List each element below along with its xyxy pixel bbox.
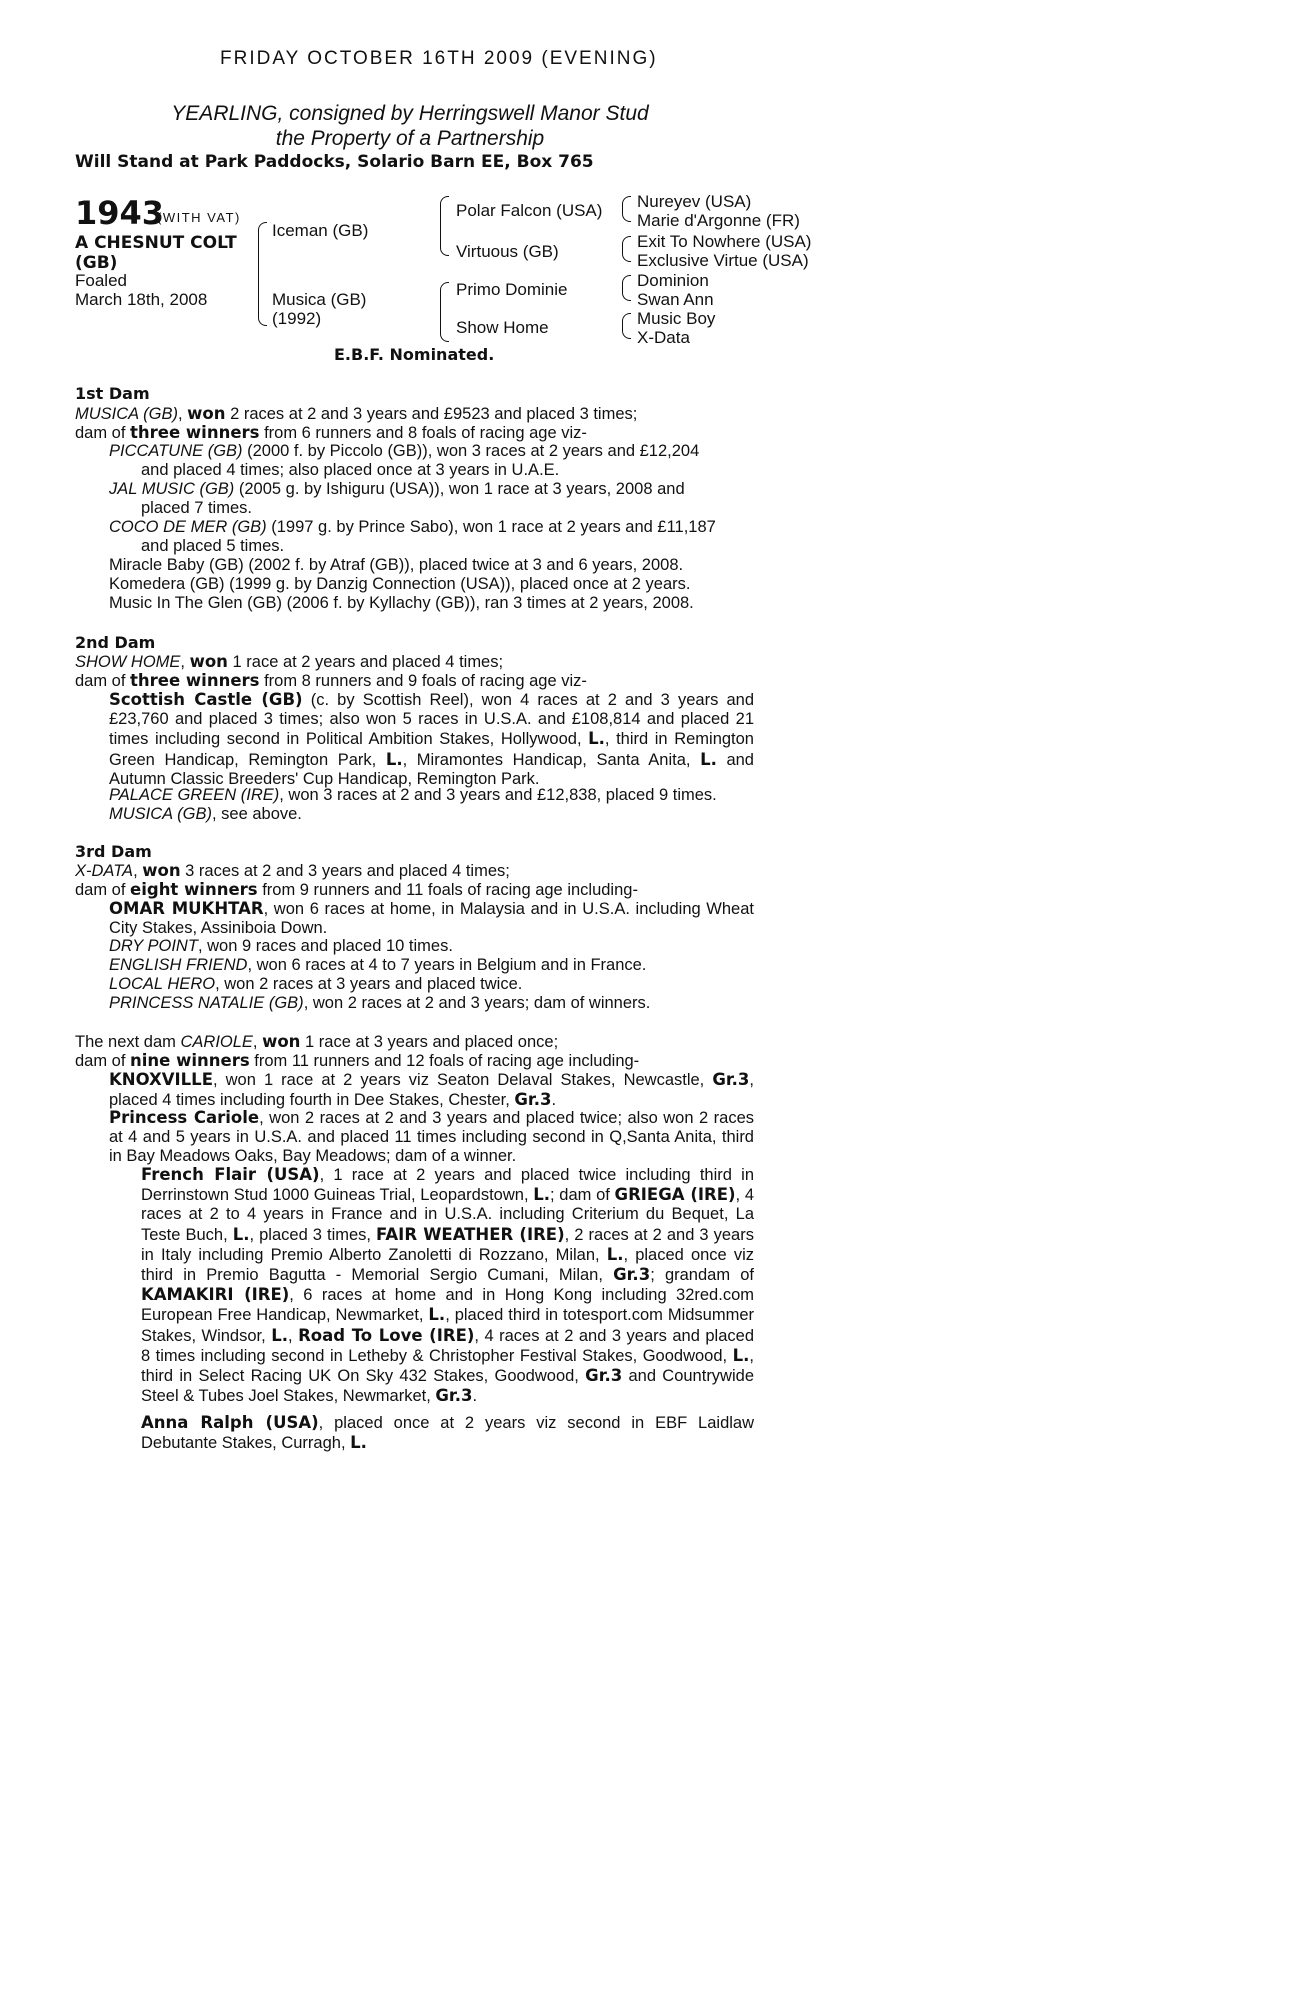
princess-cariole-entry: Princess Cariole, won 2 races at 2 and 3 years and placed twice; also won 2 races at 4 and 5 years in U.S.A. and placed 11 times including second in Q,Santa Anita, third in Bay Meadows Oaks, Bay Meadows; dam of a winner. bbox=[109, 1108, 754, 1166]
produce-3-cont: and placed 5 times. bbox=[141, 537, 285, 555]
ancestor-7: Music Boy bbox=[637, 309, 716, 328]
produce-1: PICCATUNE (GB) (2000 f. by Piccolo (GB)), won 3 races at 2 years and £12,204 bbox=[109, 442, 700, 460]
produce-2-cont: placed 7 times. bbox=[141, 499, 252, 517]
next-dam-line-2: dam of nine winners from 11 runners and 12 foals of racing age including- bbox=[75, 1051, 640, 1070]
lot-description bbox=[75, 233, 237, 273]
ancestor-5: Dominion bbox=[637, 271, 709, 290]
third-dam-line-1: X-DATA, won 3 races at 2 and 3 years and placed 4 times; bbox=[75, 861, 510, 880]
sire-dam: Virtuous (GB) bbox=[456, 242, 559, 261]
g-brace-1 bbox=[622, 196, 632, 222]
scottish-castle-entry: Scottish Castle (GB) (c. by Scottish Reel), won 4 races at 2 and 3 years and £23,760 and placed 3 times; also won 5 races in U.S.A. and £108,814 and placed 21 times including second in Political Ambition Stakes, Hollywood, L., third in Remington Green Handicap, Remington Park, L., Miramontes Handicap, Santa Anita, L. and Autumn Classic Breeders' Cup Handicap, Remington Park. bbox=[109, 690, 754, 788]
ancestor-2: Marie d'Argonne (FR) bbox=[637, 211, 800, 230]
g-brace-4 bbox=[622, 313, 632, 339]
produce-1-cont: and placed 4 times; also placed once at 3 years in U.A.E. bbox=[141, 461, 560, 479]
dam: Musica (GB) bbox=[272, 290, 367, 309]
english-friend-entry: ENGLISH FRIEND, won 6 races at 4 to 7 years in Belgium and in France. bbox=[109, 956, 647, 974]
sire: Iceman (GB) bbox=[272, 221, 369, 240]
ancestor-8: X-Data bbox=[637, 328, 690, 347]
first-dam-line-2: dam of three winners from 6 runners and 8 foals of racing age viz- bbox=[75, 423, 587, 442]
next-dam-line-1: The next dam CARIOLE, won 1 race at 3 years and placed once; bbox=[75, 1032, 559, 1051]
first-dam-line-1: MUSICA (GB), won 2 races at 2 and 3 years and £9523 and placed 3 times; bbox=[75, 404, 638, 423]
ancestor-3: Exit To Nowhere (USA) bbox=[637, 232, 812, 251]
horse-description: A CHESNUT COLT bbox=[75, 233, 237, 253]
dam-brace bbox=[440, 282, 450, 342]
foaled-date: March 18th, 2008 bbox=[75, 290, 208, 309]
third-dam-line-2: dam of eight winners from 9 runners and 11 foals of racing age including- bbox=[75, 880, 638, 899]
ancestor-6: Swan Ann bbox=[637, 290, 714, 309]
dam-sire: Primo Dominie bbox=[456, 280, 568, 299]
knoxville-entry: KNOXVILLE, won 1 race at 2 years viz Seaton Delaval Stakes, Newcastle, Gr.3, placed 4 times including fourth in Dee Stakes, Chester, Gr.3. bbox=[109, 1070, 754, 1110]
property-line: the Property of a Partnership bbox=[275, 127, 545, 150]
pedigree-brace bbox=[258, 222, 268, 326]
sire-brace bbox=[440, 196, 450, 256]
omar-mukhtar-entry: OMAR MUKHTAR, won 6 races at home, in Malaysia and in U.S.A. including Wheat City Stakes, Assiniboia Down. bbox=[109, 899, 754, 938]
produce-6: Music In The Glen (GB) (2006 f. by Kyllachy (GB)), ran 3 times at 2 years, 2008. bbox=[109, 594, 694, 612]
consignor-line: YEARLING, consigned by Herringswell Manor Stud bbox=[171, 102, 649, 125]
horse-origin: (GB) bbox=[75, 253, 118, 273]
ancestor-4: Exclusive Virtue (USA) bbox=[637, 251, 809, 270]
vat-note: (WITH VAT) bbox=[157, 210, 241, 225]
anna-ralph-entry: Anna Ralph (USA), placed once at 2 years viz second in EBF Laidlaw Debutante Stakes, Curragh, L. bbox=[141, 1413, 754, 1453]
produce-4: Miracle Baby (GB) (2002 f. by Atraf (GB)), placed twice at 3 and 6 years, 2008. bbox=[109, 556, 684, 574]
musica-entry: MUSICA (GB), see above. bbox=[109, 805, 302, 823]
dam-dam: Show Home bbox=[456, 318, 549, 337]
dam-year: (1992) bbox=[272, 309, 322, 328]
local-hero-entry: LOCAL HERO, won 2 races at 3 years and placed twice. bbox=[109, 975, 523, 993]
foaled-label: Foaled bbox=[75, 271, 127, 290]
produce-3: COCO DE MER (GB) (1997 g. by Prince Sabo), won 1 race at 2 years and £11,187 bbox=[109, 518, 716, 536]
princess-natalie-entry: PRINCESS NATALIE (GB), won 2 races at 2 and 3 years; dam of winners. bbox=[109, 994, 651, 1012]
sale-date: FRIDAY OCTOBER 16TH 2009 (EVENING) bbox=[220, 48, 658, 69]
sire-sire: Polar Falcon (USA) bbox=[456, 201, 603, 220]
ebf-nomination: E.B.F. Nominated. bbox=[334, 345, 495, 364]
palace-green-entry: PALACE GREEN (IRE), won 3 races at 2 and 3 years and £12,838, placed 9 times. bbox=[109, 786, 717, 804]
foaled-info bbox=[75, 271, 207, 309]
produce-5: Komedera (GB) (1999 g. by Danzig Connection (USA)), placed once at 2 years. bbox=[109, 575, 691, 593]
stand-location: Will Stand at Park Paddocks, Solario Barn EE, Box 765 bbox=[75, 152, 594, 172]
g-brace-3 bbox=[622, 275, 632, 301]
second-dam-line-2: dam of three winners from 8 runners and 9 foals of racing age viz- bbox=[75, 671, 587, 690]
ancestor-1: Nureyev (USA) bbox=[637, 192, 752, 211]
lot-number: 1943 bbox=[75, 194, 165, 232]
produce-2: JAL MUSIC (GB) (2005 g. by Ishiguru (USA)), won 1 race at 3 years, 2008 and bbox=[109, 480, 685, 498]
second-dam-line-1: SHOW HOME, won 1 race at 2 years and placed 4 times; bbox=[75, 652, 504, 671]
second-dam-heading: 2nd Dam bbox=[75, 633, 156, 652]
first-dam-heading: 1st Dam bbox=[75, 384, 150, 403]
dry-point-entry: DRY POINT, won 9 races and placed 10 times. bbox=[109, 937, 453, 955]
french-flair-entry: French Flair (USA), 1 race at 2 years and placed twice including third in Derrinstown Stud 1000 Guineas Trial, Leopardstown, L.; dam of GRIEGA (IRE), 4 races at 2 to 4 years in France and in U.S.A. including Criterium du Bequet, La Teste Buch, L., placed 3 times, FAIR WEATHER (IRE), 2 races at 2 and 3 years in Italy including Premio Alberto Zanoletti di Rozzano, Milan, L., placed once viz third in Premio Bagutta - Memorial Sergio Cumani, Milan, Gr.3; grandam of KAMAKIRI (IRE), 6 races at home and in Hong Kong including 32red.com European Free Handicap, Newmarket, L., placed third in totesport.com Midsummer Stakes, Windsor, L., Road To Love (IRE), 4 races at 2 and 3 years and placed 8 times including second in Letheby & Christopher Festival Stakes, Goodwood, L., third in Select Racing UK On Sky 432 Stakes, Goodwood, Gr.3 and Countrywide Steel & Tubes Joel Stakes, Newmarket, Gr.3. bbox=[141, 1165, 755, 1406]
g-brace-2 bbox=[622, 236, 632, 262]
third-dam-heading: 3rd Dam bbox=[75, 842, 152, 861]
